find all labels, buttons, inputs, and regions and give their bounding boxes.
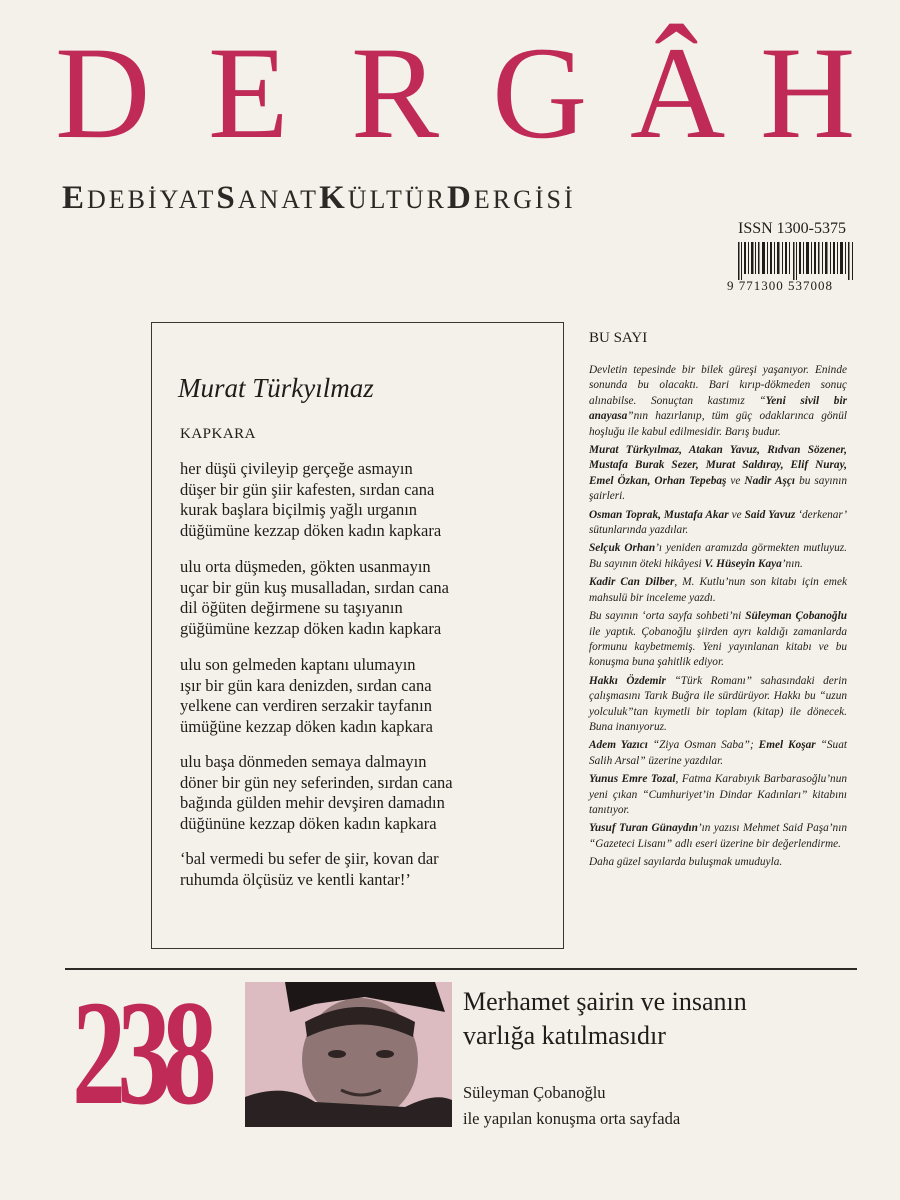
poem-line: düşer bir gün şiir kafesten, sırdan cana bbox=[180, 479, 435, 499]
masthead-letter: E bbox=[208, 19, 289, 166]
interview-photo bbox=[245, 982, 452, 1127]
section-heading: BU SAYI bbox=[589, 330, 648, 346]
poem-line: ulu başa dönmeden semaya dalmayın bbox=[180, 752, 427, 771]
poem-line: dil öğüten değirmene su taşıyanın bbox=[180, 598, 403, 617]
feature-title-line: Merhamet şairin ve insanın bbox=[463, 987, 747, 1016]
poem-stanza bbox=[180, 557, 449, 639]
subtitle-word: DEBİYAT bbox=[87, 185, 217, 214]
editorial-paragraph: Yunus Emre Tozal, Fatma Karabıyık Barbarasoğlu’nun yeni çıkan “Cumhuriyet’in Dindar Kadınları” kitabını tanıtıyor. bbox=[589, 773, 847, 816]
masthead-letter: H bbox=[760, 19, 856, 166]
poem-stanza bbox=[180, 752, 453, 834]
feature-subtitle bbox=[463, 1080, 680, 1132]
poem-line: düğününe kezzap döken kadın kapkara bbox=[180, 813, 437, 833]
subtitle-word: ÜLTÜR bbox=[347, 185, 448, 214]
editorial-column bbox=[589, 363, 847, 874]
barcode-icon bbox=[738, 242, 856, 280]
poem-line: her düşü çivileyip gerçeğe asmayın bbox=[180, 459, 413, 478]
poem-line: ışır bir gün kara denizden, sırdan cana bbox=[180, 675, 432, 695]
masthead-letter: Â bbox=[630, 19, 726, 166]
poem-line: güğümüne kezzap döken kadın kapkara bbox=[180, 618, 442, 638]
editorial-paragraph: Kadir Can Dilber, M. Kutlu’nun son kitabı için emek mahsulü bir inceleme yazdı. bbox=[589, 576, 847, 604]
feature-title bbox=[463, 985, 843, 1053]
poem-line: ruhumda ölçüsüz ve kentli kantar!’ bbox=[180, 869, 411, 889]
editorial-paragraph: Selçuk Orhan’ı yeniden aramızda görmekten mutluyuz. Bu sayının öteki hikâyesi V. Hüseyin Kaya’nın. bbox=[589, 542, 847, 570]
editorial-paragraph: Murat Türkyılmaz, Atakan Yavuz, Rıdvan Sözener, Mustafa Burak Sezer, Murat Saldıray, Elif Nuray, Emel Özkan, Orhan Tepebaş ve Nadir Aşçı bu sayının şairleri. bbox=[589, 444, 847, 503]
subtitle-cap: D bbox=[447, 180, 474, 216]
poem-line: ‘bal vermedi bu sefer de şiir, kovan dar bbox=[180, 849, 439, 868]
subtitle-word: ERGİSİ bbox=[473, 185, 576, 214]
poem-line: döner bir gün ney seferinden, sırdan cana bbox=[180, 772, 453, 792]
issn-number: ISSN 1300-5375 bbox=[738, 220, 847, 237]
poem-stanza bbox=[180, 849, 439, 890]
subtitle-cap: E bbox=[62, 180, 88, 216]
poem-line: ulu orta düşmeden, gökten usanmayın bbox=[180, 557, 431, 576]
poem-stanza bbox=[180, 655, 433, 737]
poem-line: yelkene can verdiren serzakir tayfanın bbox=[180, 696, 432, 715]
poem-line: düğümüne kezzap döken kadın kapkara bbox=[180, 520, 442, 540]
poem-author: Murat Türkyılmaz bbox=[178, 373, 374, 403]
feature-subtitle-line: Süleyman Çobanoğlu bbox=[463, 1083, 606, 1102]
subtitle-cap: K bbox=[319, 180, 348, 216]
editorial-paragraph: Daha güzel sayılarda buluşmak umuduyla. bbox=[589, 856, 783, 869]
poem-line: ümüğüne kezzap döken kadın kapkara bbox=[180, 716, 433, 736]
editorial-paragraph: Devletin tepesinde bir bilek güreşi yaşanıyor. Eninde sonunda bu olacaktı. Bari kırıp-dökmeden sonuç alınabilse. Sonuçtan kastımız “Yeni sivil bir anayasa”nın hazırlanıp, tüm güç odaklarınca gönül hoşluğu ile kabul edilmesidir. Barış budur. bbox=[589, 364, 847, 438]
poem-line: ulu son gelmeden kaptanı ulumayın bbox=[180, 655, 416, 674]
poem-title: KAPKARA bbox=[180, 426, 257, 442]
barcode-digits: 9 771300 537008 bbox=[727, 278, 833, 293]
editorial-paragraph: Osman Toprak, Mustafa Akar ve Said Yavuz ‘derkenar’ sütunlarında yazdılar. bbox=[589, 508, 847, 537]
masthead-letter: G bbox=[492, 19, 588, 166]
masthead-title bbox=[55, 19, 856, 166]
feature-title-line: varlığa katılmasıdır bbox=[463, 1021, 666, 1050]
poem-line: bağında gülden mehir devşiren damadın bbox=[180, 793, 445, 812]
masthead-letter: R bbox=[351, 19, 440, 166]
editorial-paragraph: Adem Yazıcı “Ziya Osman Saba”; Emel Koşar “Suat Salih Arsal” üzerine yazdılar. bbox=[589, 739, 847, 767]
editorial-paragraph: Yusuf Turan Günaydın’ın yazısı Mehmet Said Paşa’nın “Gazeteci Lisanı” adlı eseri üzerine bir değerlendirme. bbox=[589, 822, 847, 850]
poem-stanza bbox=[180, 459, 441, 541]
magazine-subtitle bbox=[62, 178, 862, 220]
subtitle-word: ANAT bbox=[237, 185, 320, 214]
issue-number: 238 bbox=[72, 970, 209, 1136]
masthead-letter: D bbox=[55, 19, 151, 166]
subtitle-cap: S bbox=[216, 180, 238, 216]
editorial-paragraph: Hakkı Özdemir “Türk Romanı” sahasındaki derin çalışmasını Tarık Buğra ile sürdürüyor. Hakkı bu “uzun yolculuk”tan kıymetli bir toplam (kitap) ile dönecek. Buna inanıyoruz. bbox=[589, 674, 847, 733]
feature-subtitle-line: ile yapılan konuşma orta sayfada bbox=[463, 1109, 681, 1128]
editorial-paragraph: Bu sayının ‘orta sayfa sohbeti’ni Süleyman Çobanoğlu ile yaptık. Çobanoğlu şiirden ayrı kaldığı zamanlarda formunu kaybetmemiş. Yeni yayınlanan kitabı ve bu konuşma buna şahitlik ediyor. bbox=[589, 610, 847, 669]
poem-line: uçar bir gün kuş musalladan, sırdan cana bbox=[180, 577, 449, 597]
poem-line: kurak başlara biçilmiş yağlı urganın bbox=[180, 500, 418, 519]
